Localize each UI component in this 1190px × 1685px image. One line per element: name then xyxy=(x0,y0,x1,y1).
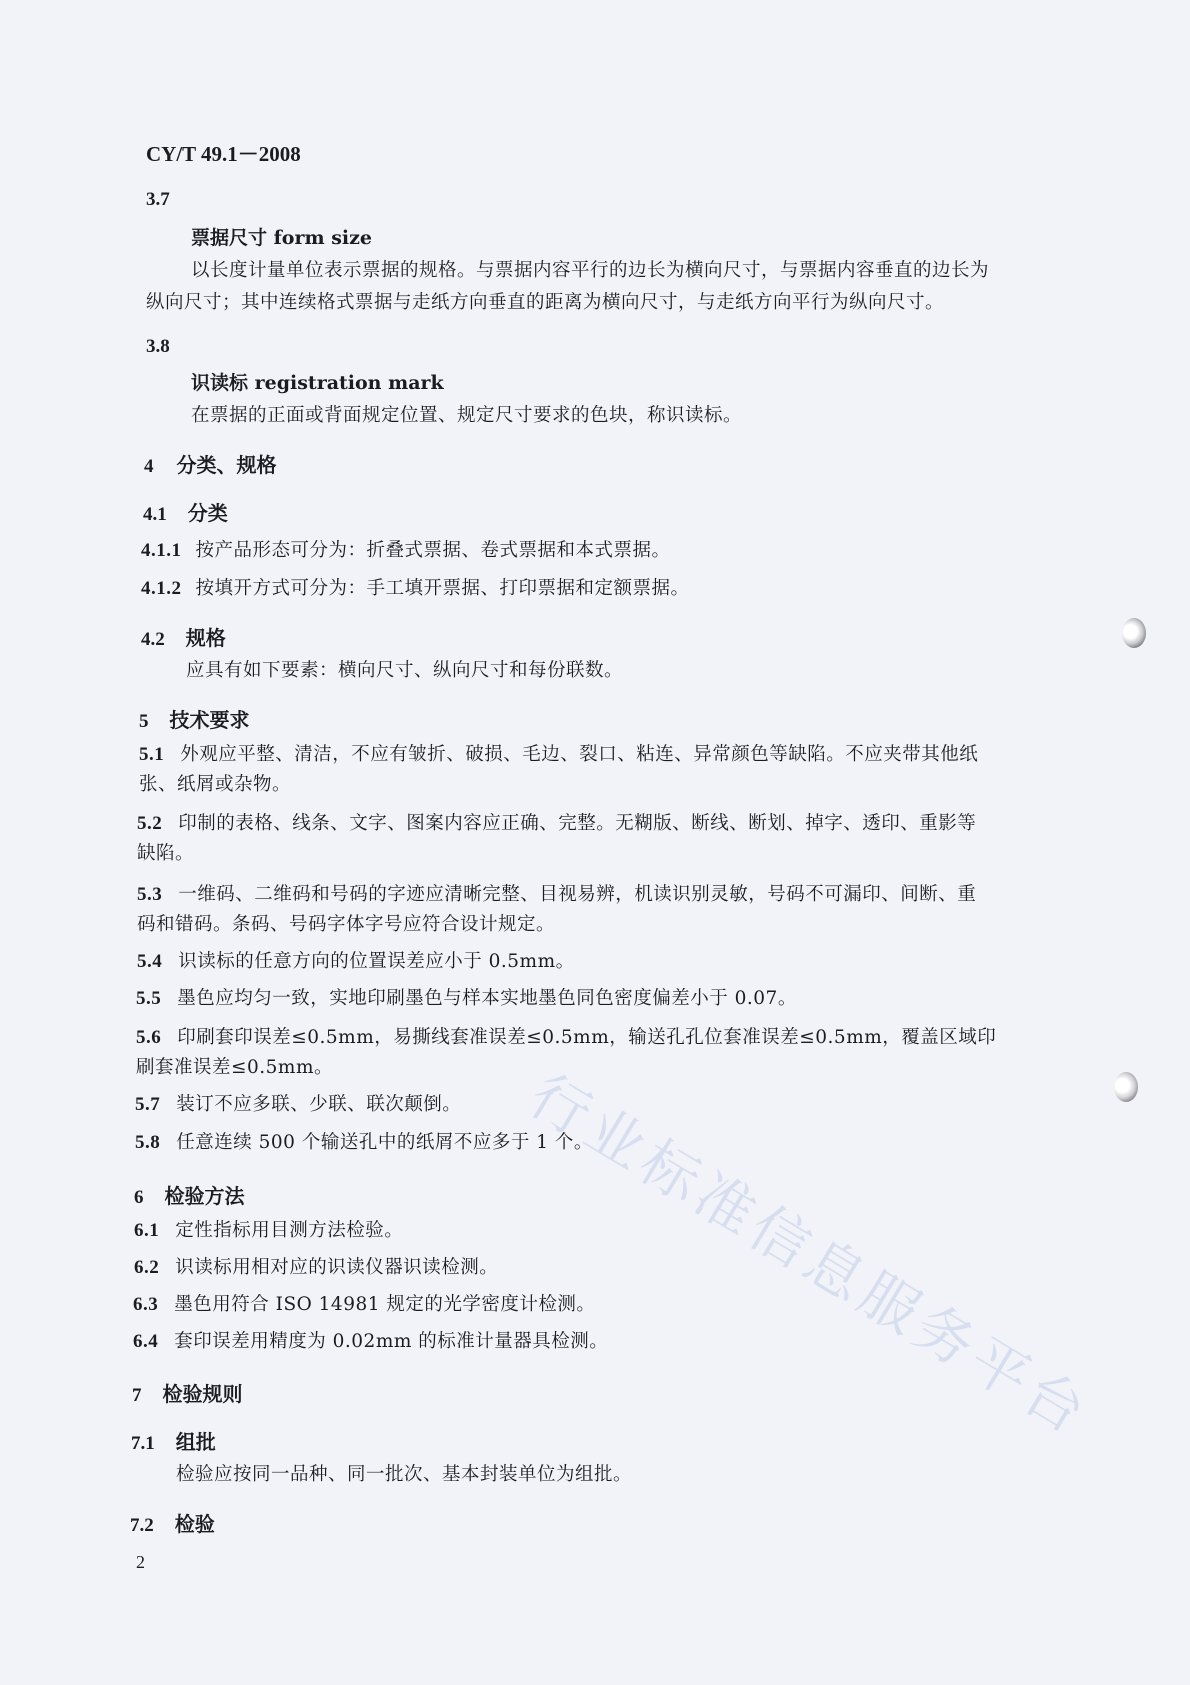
clause-4-1-1-text: 按产品形态可分为：折叠式票据、卷式票据和本式票据。 xyxy=(195,540,671,561)
section-5-heading xyxy=(139,704,249,733)
clause-5-7-text: 装订不应多联、少联、联次颠倒。 xyxy=(176,1094,462,1115)
section-7-2-heading xyxy=(130,1508,215,1537)
clause-5-8 xyxy=(135,1128,593,1158)
clause-5-5 xyxy=(136,984,797,1014)
clause-5-2-line-2: 缺陷。 xyxy=(137,843,195,864)
clause-5-5-text: 墨色应均匀一致，实地印刷墨色与样本实地墨色同色密度偏差小于 0.07。 xyxy=(177,988,797,1009)
clause-5-4 xyxy=(137,947,575,977)
clause-4-1-2-number: 4.1.2 xyxy=(141,578,182,599)
clause-4-1-1-number: 4.1.1 xyxy=(141,540,182,561)
clause-6-2-number: 6.2 xyxy=(134,1257,160,1278)
section-6-number: 6 xyxy=(134,1187,144,1208)
clause-5-2-number: 5.2 xyxy=(137,813,163,834)
clause-5-2-line-1: 印制的表格、线条、文字、图案内容应正确、完整。无糊版、断线、断划、掉字、透印、重影等 xyxy=(178,813,977,834)
section-6-title: 检验方法 xyxy=(164,1184,245,1208)
clause-3-8-term: 识读标 registration mark xyxy=(191,372,444,394)
clause-6-2-text: 识读标用相对应的识读仪器识读检测。 xyxy=(175,1257,499,1278)
clause-3-7-term: 票据尺寸 form size xyxy=(191,227,372,249)
section-4-2-title: 规格 xyxy=(185,626,226,650)
clause-6-1-text: 定性指标用目测方法检验。 xyxy=(175,1220,404,1241)
clause-5-6-number: 5.6 xyxy=(136,1027,162,1048)
clause-3-8-number: 3.8 xyxy=(146,336,170,357)
clause-6-3 xyxy=(133,1290,595,1320)
section-7-1-title: 组批 xyxy=(175,1430,216,1454)
clause-5-8-number: 5.8 xyxy=(135,1132,161,1153)
clause-5-5-number: 5.5 xyxy=(136,988,162,1009)
clause-3-8-line-1: 在票据的正面或背面规定位置、规定尺寸要求的色块，称识读标。 xyxy=(191,405,743,426)
section-7-title: 检验规则 xyxy=(162,1382,243,1406)
clause-6-1-number: 6.1 xyxy=(134,1220,160,1241)
section-7-number: 7 xyxy=(132,1385,142,1406)
section-7-2-number: 7.2 xyxy=(130,1515,154,1536)
clause-3-7-line-2: 纵向尺寸；其中连续格式票据与走纸方向垂直的距离为横向尺寸，与走纸方向平行为纵向尺寸。 xyxy=(146,292,945,313)
clause-5-6-line-2: 刷套准误差≤0.5mm。 xyxy=(136,1057,334,1078)
clause-6-1 xyxy=(134,1216,403,1246)
page-number: 2 xyxy=(136,1552,145,1572)
clause-6-2 xyxy=(134,1253,498,1283)
section-4-number: 4 xyxy=(144,456,154,477)
clause-5-1-line-2: 张、纸屑或杂物。 xyxy=(139,774,292,795)
clause-4-1-2-text: 按填开方式可分为：手工填开票据、打印票据和定额票据。 xyxy=(195,578,690,599)
section-6-heading xyxy=(134,1180,244,1209)
clause-5-1-line-1: 外观应平整、清洁，不应有皱折、破损、毛边、裂口、粘连、异常颜色等缺陷。不应夹带其他纸 xyxy=(180,744,979,765)
section-7-1-text: 检验应按同一品种、同一批次、基本封装单位为组批。 xyxy=(176,1464,633,1485)
section-7-2-title: 检验 xyxy=(174,1512,215,1536)
clause-6-4-text: 套印误差用精度为 0.02mm 的标准计量器具检测。 xyxy=(174,1331,609,1352)
section-4-1-heading xyxy=(143,497,228,526)
clause-5-2 xyxy=(137,809,976,869)
section-5-number: 5 xyxy=(139,711,149,732)
punch-hole-top xyxy=(1122,618,1146,648)
clause-5-7-number: 5.7 xyxy=(135,1094,161,1115)
section-7-1-heading xyxy=(131,1426,216,1455)
section-4-title: 分类、规格 xyxy=(176,453,277,477)
section-4-1-number: 4.1 xyxy=(143,504,167,525)
section-7-1-number: 7.1 xyxy=(131,1433,155,1454)
clause-5-6 xyxy=(136,1023,996,1083)
clause-4-1-1 xyxy=(141,536,671,562)
section-4-heading xyxy=(144,449,276,478)
clause-5-4-number: 5.4 xyxy=(137,951,163,972)
clause-5-1 xyxy=(139,740,978,800)
clause-3-7-line-1: 以长度计量单位表示票据的规格。与票据内容平行的边长为横向尺寸，与票据内容垂直的边长为 xyxy=(191,260,990,281)
clause-5-3-line-1: 一维码、二维码和号码的字迹应清晰完整、目视易辨，机读识别灵敏，号码不可漏印、间断、重 xyxy=(178,884,977,905)
standard-code: CY/T 49.1－2008 xyxy=(146,142,301,166)
clause-6-4-number: 6.4 xyxy=(133,1331,159,1352)
section-4-1-title: 分类 xyxy=(187,501,228,525)
clause-5-7 xyxy=(135,1090,461,1120)
section-5-title: 技术要求 xyxy=(169,708,250,732)
clause-5-8-text: 任意连续 500 个输送孔中的纸屑不应多于 1 个。 xyxy=(176,1132,593,1153)
clause-3-7-number: 3.7 xyxy=(146,189,170,210)
clause-5-3-number: 5.3 xyxy=(137,884,163,905)
clause-5-1-number: 5.1 xyxy=(139,744,165,765)
section-4-2-number: 4.2 xyxy=(141,629,165,650)
clause-4-1-2 xyxy=(141,574,690,600)
section-7-heading xyxy=(132,1378,242,1407)
punch-hole-bottom xyxy=(1114,1072,1138,1102)
clause-5-3 xyxy=(137,880,976,940)
clause-5-3-line-2: 码和错码。条码、号码字体字号应符合设计规定。 xyxy=(137,914,556,935)
clause-5-4-text: 识读标的任意方向的位置误差应小于 0.5mm。 xyxy=(178,951,575,972)
watermark: 行业标准信息服务平台 xyxy=(518,1061,1102,1450)
clause-6-3-number: 6.3 xyxy=(133,1294,159,1315)
section-4-2-text: 应具有如下要素：横向尺寸、纵向尺寸和每份联数。 xyxy=(186,660,624,681)
section-4-2-heading xyxy=(141,622,226,651)
clause-6-4 xyxy=(133,1327,608,1357)
clause-5-6-line-1: 印刷套印误差≤0.5mm，易撕线套准误差≤0.5mm，输送孔孔位套准误差≤0.5mm，覆盖区域印 xyxy=(177,1027,997,1048)
clause-6-3-text: 墨色用符合 ISO 14981 规定的光学密度计检测。 xyxy=(174,1294,596,1315)
